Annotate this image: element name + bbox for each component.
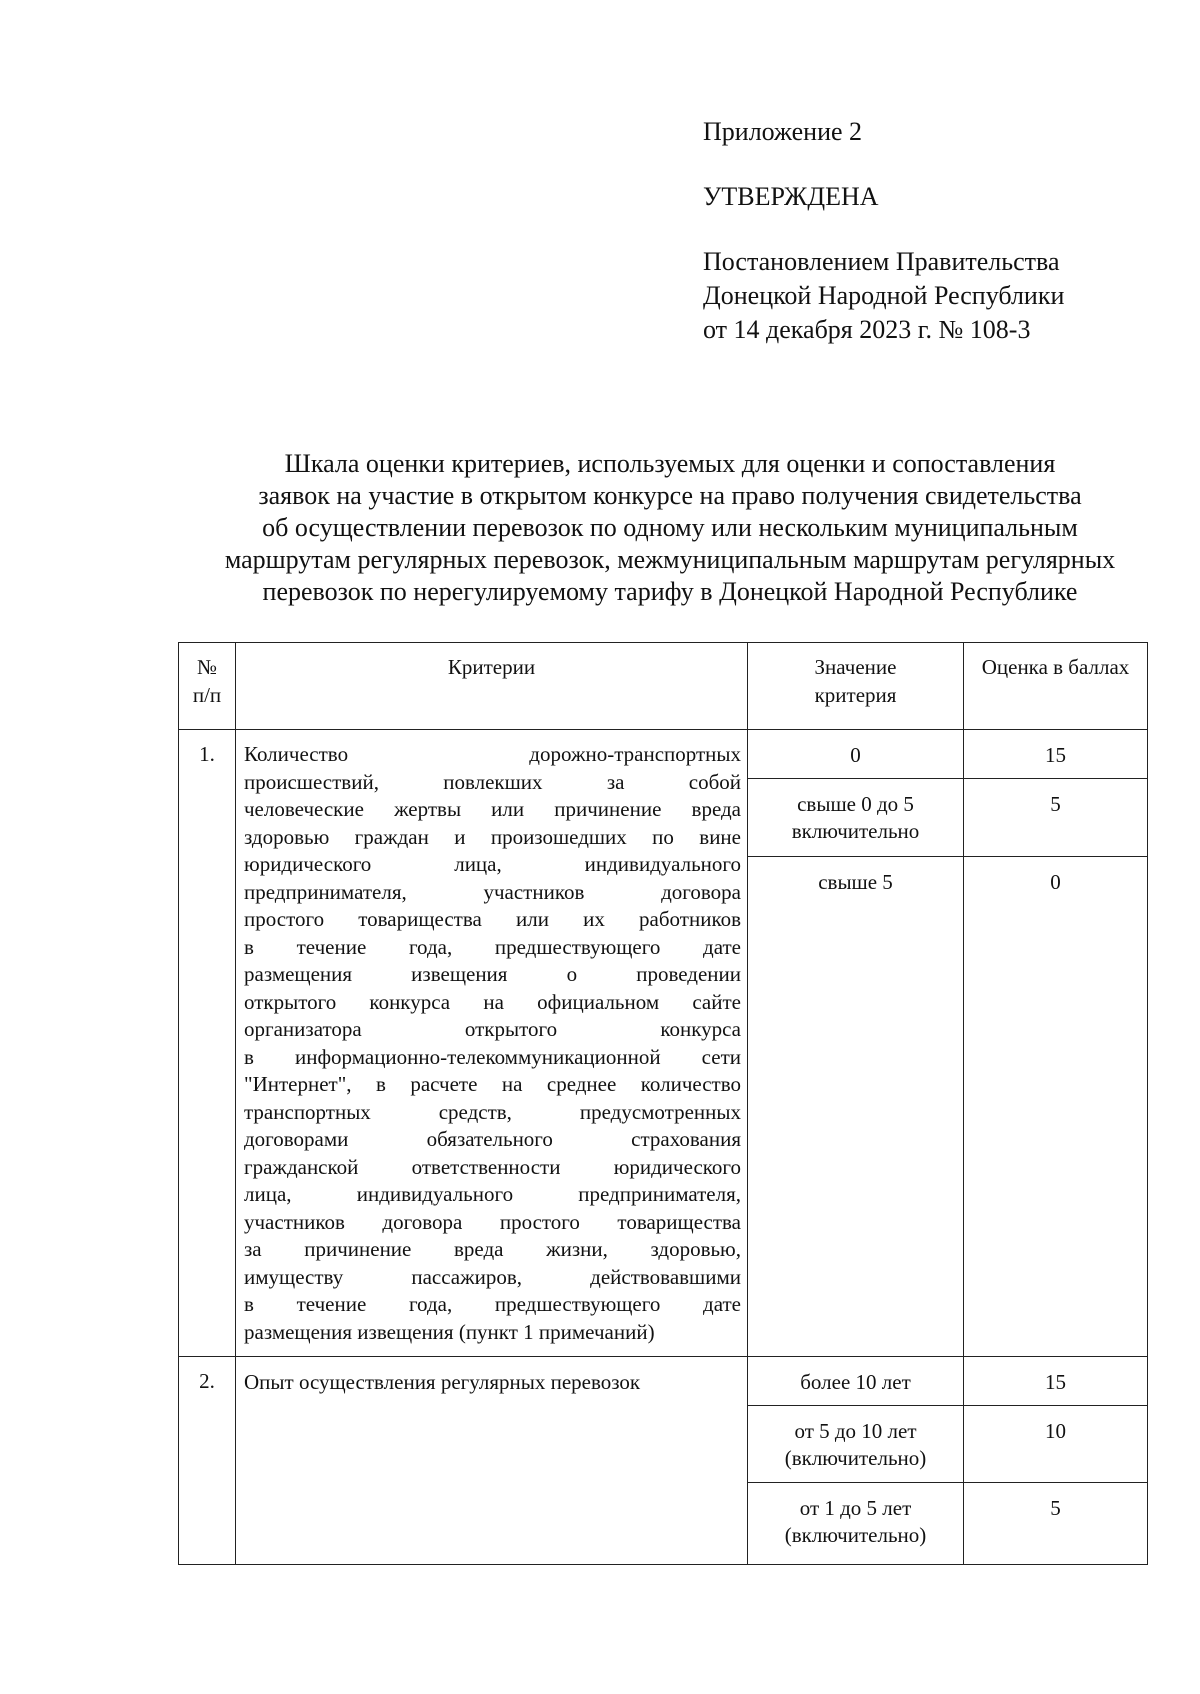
criteria-line: организатора открытого конкурса	[244, 1017, 741, 1041]
table-row	[179, 730, 1148, 779]
criteria-line: происшествий, повлекших за собой	[244, 769, 741, 794]
appendix-label: Приложение 2	[703, 117, 863, 146]
header-criteria: Критерии	[236, 643, 748, 730]
criteria-line: договорами обязательного страхования	[244, 1127, 741, 1151]
criterion-value: от 5 до 10 лет (включительно)	[748, 1406, 964, 1483]
criteria-line: юридического лица, индивидуального	[244, 852, 741, 876]
title-line: маршрутам регулярных перевозок, межмуниципальным маршрутам регулярных	[224, 545, 1116, 574]
approved-label: УТВЕРЖДЕНА	[703, 182, 879, 211]
criteria-line: участников договора простого товарищества	[244, 1209, 741, 1234]
criteria-line: за причинение вреда жизни, здоровью,	[244, 1237, 741, 1261]
document-title	[150, 448, 1190, 608]
criteria-line: предпринимателя, участников договора	[244, 879, 741, 904]
criteria-line: в течение года, предшествующего дате	[244, 934, 741, 959]
resolution-reference	[703, 245, 1163, 347]
title-line: об осуществлении перевозок по одному или нескольким муниципальным	[262, 513, 1078, 542]
criterion-value: свыше 5	[748, 857, 964, 1357]
criterion-value: от 1 до 5 лет (включительно)	[748, 1483, 964, 1565]
resolution-line: Постановлением Правительства	[703, 247, 1060, 276]
title-line: заявок на участие в открытом конкурсе на право получения свидетельства	[258, 481, 1082, 510]
criterion-score: 10	[964, 1406, 1148, 1483]
criterion-value: 0	[748, 730, 964, 779]
title-line: перевозок по нерегулируемому тарифу в Донецкой Народной Республике	[262, 577, 1078, 606]
criteria-line: гражданской ответственности юридического	[244, 1154, 741, 1179]
criterion-value: более 10 лет	[748, 1357, 964, 1406]
criteria-table	[178, 642, 1148, 1565]
row-number: 2.	[179, 1357, 236, 1565]
criteria-line: открытого конкурса на официальном сайте	[244, 989, 741, 1014]
row-number: 1.	[179, 730, 236, 1357]
criteria-text	[236, 730, 748, 1357]
criteria-line: размещения извещения о проведении	[244, 962, 741, 986]
criteria-line: здоровью граждан и произошедших по вине	[244, 824, 741, 849]
criteria-line: простого товарищества или их работников	[244, 907, 741, 931]
criteria-line: в информационно-телекоммуникационной сети	[244, 1044, 741, 1069]
resolution-line: Донецкой Народной Республики	[703, 281, 1065, 310]
criterion-value: свыше 0 до 5 включительно	[748, 779, 964, 857]
criteria-line: Количество дорожно-транспортных	[244, 742, 741, 766]
approval-block	[703, 115, 1163, 347]
criteria-text	[236, 1357, 748, 1565]
criteria-line: лица, индивидуального предпринимателя,	[244, 1182, 741, 1206]
criteria-line: размещения извещения (пункт 1 примечаний)	[244, 1319, 655, 1344]
criteria-line: Опыт осуществления регулярных перевозок	[244, 1370, 641, 1394]
criteria-line: в течение года, предшествующего дате	[244, 1292, 741, 1316]
header-value: Значение критерия	[748, 643, 964, 730]
table-header-row	[179, 643, 1148, 730]
criterion-score: 5	[964, 779, 1148, 857]
header-score: Оценка в баллах	[964, 643, 1148, 730]
resolution-line: от 14 декабря 2023 г. № 108-3	[703, 315, 1031, 344]
criterion-score: 15	[964, 730, 1148, 779]
criteria-line: "Интернет", в расчете на среднее количество	[244, 1072, 741, 1096]
criteria-line: имуществу пассажиров, действовавшими	[244, 1264, 741, 1289]
criterion-score: 0	[964, 857, 1148, 1357]
criterion-score: 5	[964, 1483, 1148, 1565]
header-num: № п/п	[179, 643, 236, 730]
criterion-score: 15	[964, 1357, 1148, 1406]
criteria-line: транспортных средств, предусмотренных	[244, 1099, 741, 1124]
criteria-line: человеческие жертвы или причинение вреда	[244, 797, 741, 821]
title-line: Шкала оценки критериев, используемых для оценки и сопоставления	[284, 449, 1056, 478]
table-row	[179, 1357, 1148, 1406]
